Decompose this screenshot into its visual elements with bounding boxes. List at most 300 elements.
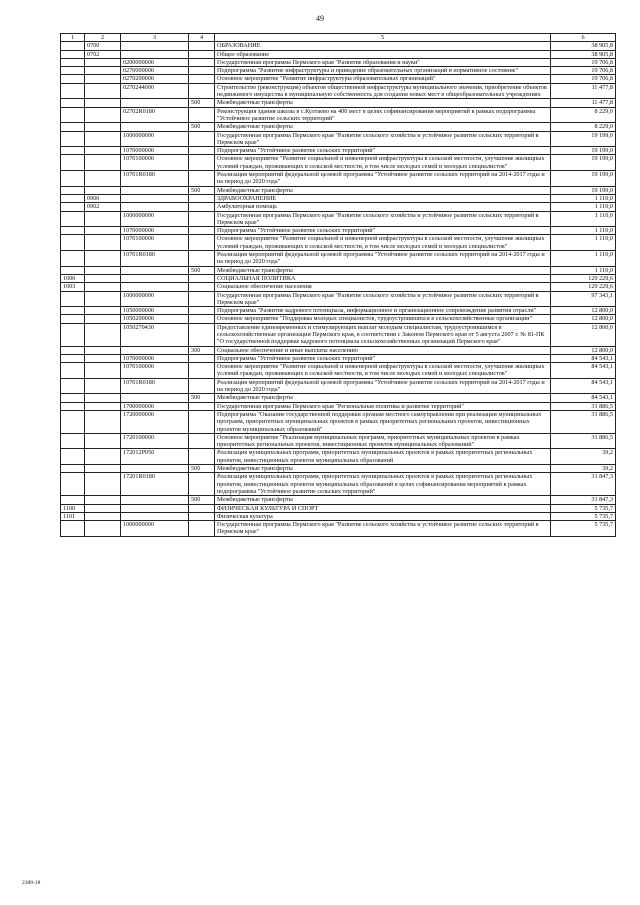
table-row	[61, 433, 616, 449]
cell-target-article: 10701R0180	[121, 378, 189, 394]
table-row	[61, 155, 616, 171]
cell-description: Подпрограмма "Оказание государственной поддержки органам местного самоуправления при реализации муниципальных программ, приоритетных муниципальных проектов в рамках приоритетных региональных проектов, инвестиционных проектов муниципальных образований"	[215, 410, 551, 433]
table-body	[61, 42, 616, 536]
cell-target-article	[121, 346, 189, 354]
cell-description: Межбюджетные трансферты	[215, 465, 551, 473]
table-row	[61, 107, 616, 123]
cell-description: Подпрограмма "Устойчивое развитие сельских территорий"	[215, 227, 551, 235]
cell-amount: 12 800,0	[551, 346, 616, 354]
cell-description: Подпрограмма "Устойчивое развитие сельских территорий"	[215, 147, 551, 155]
cell-target-article: 1070100000	[121, 235, 189, 251]
table-row	[61, 211, 616, 227]
table-row	[61, 194, 616, 202]
cell-section	[61, 42, 85, 50]
cell-amount: 31 847,3	[551, 496, 616, 504]
cell-section	[61, 147, 85, 155]
cell-target-article	[121, 203, 189, 211]
cell-amount: 8 229,0	[551, 107, 616, 123]
cell-expense-type	[189, 410, 215, 433]
cell-amount: 19 199,0	[551, 155, 616, 171]
table-row	[61, 123, 616, 131]
table-row	[61, 402, 616, 410]
cell-expense-type	[189, 107, 215, 123]
cell-subsection	[85, 323, 121, 346]
table-row	[61, 323, 616, 346]
cell-subsection	[85, 354, 121, 362]
cell-subsection	[85, 186, 121, 194]
cell-section	[61, 266, 85, 274]
cell-subsection	[85, 155, 121, 171]
table-row	[61, 496, 616, 504]
cell-subsection	[85, 235, 121, 251]
cell-description: Строительство (реконструкция) объектов общественной инфраструктуры муниципального значения, приобретение объектов недвижимого имущества в муниципальную собственность для создания новых мест в общеобразовательных учреждениях	[215, 83, 551, 99]
cell-expense-type	[189, 58, 215, 66]
cell-target-article: 172012P050	[121, 449, 189, 465]
cell-expense-type	[189, 131, 215, 147]
cell-target-article: 1070000000	[121, 227, 189, 235]
cell-section	[61, 251, 85, 267]
cell-section	[61, 75, 85, 83]
cell-amount: 31 847,3	[551, 473, 616, 496]
cell-subsection	[85, 274, 121, 282]
table-row	[61, 67, 616, 75]
cell-target-article: 1000000000	[121, 291, 189, 307]
cell-description: Государственная программа Пермского края "Развитие сельского хозяйства и устойчивое развитие сельских территорий в Пермском крае"	[215, 521, 551, 537]
cell-amount: 19 199,0	[551, 131, 616, 147]
cell-target-article: 10701R0180	[121, 171, 189, 187]
cell-amount: 1 110,0	[551, 266, 616, 274]
cell-target-article: 1720000000	[121, 410, 189, 433]
cell-amount: 11 477,8	[551, 99, 616, 107]
cell-section	[61, 227, 85, 235]
cell-amount: 19 706,8	[551, 58, 616, 66]
cell-subsection	[85, 211, 121, 227]
cell-section	[61, 67, 85, 75]
cell-subsection	[85, 402, 121, 410]
cell-amount: 31 886,5	[551, 402, 616, 410]
cell-description: Предоставление единовременных и стимулирующих выплат молодым специалистам, трудоустроившимся в сельскохозяйственные организации Пермского края, в соответствии с Законом Пермского края от 5 августа 2007 г. № 81-ПК "О государственной поддержке кадрового потенциала сельскохозяйственных организаций Пермского края"	[215, 323, 551, 346]
cell-expense-type	[189, 171, 215, 187]
cell-amount: 1 110,0	[551, 211, 616, 227]
cell-section	[61, 402, 85, 410]
cell-target-article	[121, 194, 189, 202]
cell-amount: 8 229,0	[551, 123, 616, 131]
footer-code: 2388-18	[22, 880, 41, 886]
cell-section	[61, 363, 85, 379]
table-row	[61, 315, 616, 323]
cell-subsection: 0702	[85, 50, 121, 58]
header-col-6: 6	[551, 34, 616, 42]
cell-amount: 19 706,8	[551, 75, 616, 83]
table-row	[61, 227, 616, 235]
cell-subsection	[85, 147, 121, 155]
cell-description: Подпрограмма "Устойчивое развитие сельских территорий"	[215, 354, 551, 362]
cell-subsection	[85, 291, 121, 307]
cell-amount: 84 543,1	[551, 354, 616, 362]
cell-section	[61, 346, 85, 354]
cell-section	[61, 315, 85, 323]
cell-section	[61, 211, 85, 227]
cell-section: 1003	[61, 283, 85, 291]
cell-section	[61, 496, 85, 504]
table-row	[61, 131, 616, 147]
table-row	[61, 266, 616, 274]
cell-target-article: 1070100000	[121, 363, 189, 379]
cell-section	[61, 58, 85, 66]
cell-section	[61, 123, 85, 131]
cell-subsection	[85, 266, 121, 274]
cell-expense-type	[189, 521, 215, 537]
cell-expense-type	[189, 433, 215, 449]
table-row	[61, 203, 616, 211]
cell-amount: 19 199,0	[551, 171, 616, 187]
cell-target-article: 02702R0180	[121, 107, 189, 123]
cell-target-article	[121, 266, 189, 274]
cell-subsection: 0700	[85, 42, 121, 50]
cell-subsection	[85, 394, 121, 402]
cell-target-article: 1000000000	[121, 521, 189, 537]
cell-target-article: 17201R0180	[121, 473, 189, 496]
cell-target-article	[121, 283, 189, 291]
cell-section	[61, 449, 85, 465]
table-header-row	[61, 34, 616, 42]
cell-description: Межбюджетные трансферты	[215, 394, 551, 402]
cell-expense-type	[189, 83, 215, 99]
cell-description: Государственная программа Пермского края "Развитие сельского хозяйства и устойчивое развитие сельских территорий в Пермском крае"	[215, 291, 551, 307]
cell-section: 1100	[61, 504, 85, 512]
cell-description: Межбюджетные трансферты	[215, 496, 551, 504]
cell-target-article: 1720100000	[121, 433, 189, 449]
cell-description: Амбулаторная помощь	[215, 203, 551, 211]
table-row	[61, 235, 616, 251]
cell-expense-type	[189, 50, 215, 58]
table-row	[61, 42, 616, 50]
cell-amount: 5 735,7	[551, 512, 616, 520]
cell-description: ЗДРАВООХРАНЕНИЕ	[215, 194, 551, 202]
cell-target-article: 1050270430	[121, 323, 189, 346]
cell-target-article: 1050000000	[121, 307, 189, 315]
cell-amount: 19 199,0	[551, 147, 616, 155]
cell-subsection	[85, 473, 121, 496]
cell-subsection	[85, 58, 121, 66]
cell-expense-type	[189, 378, 215, 394]
cell-section	[61, 203, 85, 211]
cell-section	[61, 433, 85, 449]
cell-amount: 12 800,0	[551, 323, 616, 346]
cell-subsection	[85, 83, 121, 99]
cell-target-article: 0270244000	[121, 83, 189, 99]
cell-expense-type	[189, 315, 215, 323]
cell-expense-type	[189, 194, 215, 202]
table-row	[61, 99, 616, 107]
cell-description: Основное мероприятие "Развитие социальной и инженерной инфраструктуры в сельской местности, улучшение жилищных условий граждан, проживающих в сельской местности, в том числе молодых семей и молодых специалистов"	[215, 363, 551, 379]
cell-subsection	[85, 363, 121, 379]
cell-description: Основное мероприятие "Развитие социальной и инженерной инфраструктуры в сельской местности, улучшение жилищных условий граждан, проживающих в сельской местности, в том числе молодых семей и молодых специалистов"	[215, 155, 551, 171]
table-row	[61, 378, 616, 394]
cell-section	[61, 107, 85, 123]
cell-target-article: 0270000000	[121, 67, 189, 75]
cell-section	[61, 194, 85, 202]
cell-description: Межбюджетные трансферты	[215, 266, 551, 274]
cell-expense-type	[189, 283, 215, 291]
cell-target-article: 1000000000	[121, 211, 189, 227]
table-row	[61, 512, 616, 520]
table-row	[61, 307, 616, 315]
cell-expense-type	[189, 147, 215, 155]
cell-amount: 1 110,0	[551, 194, 616, 202]
cell-section	[61, 378, 85, 394]
cell-expense-type: 300	[189, 346, 215, 354]
cell-amount: 31 886,5	[551, 433, 616, 449]
cell-target-article: 1070100000	[121, 155, 189, 171]
cell-section	[61, 354, 85, 362]
cell-target-article	[121, 274, 189, 282]
cell-subsection	[85, 107, 121, 123]
table-row	[61, 410, 616, 433]
cell-description: Основное мероприятие "Развитие инфраструктуры образовательных организаций"	[215, 75, 551, 83]
cell-description: Социальное обеспечение населения	[215, 283, 551, 291]
table-row	[61, 283, 616, 291]
cell-description: Межбюджетные трансферты	[215, 186, 551, 194]
cell-target-article	[121, 123, 189, 131]
cell-amount: 19 706,8	[551, 67, 616, 75]
cell-amount: 129 229,6	[551, 283, 616, 291]
cell-section	[61, 171, 85, 187]
cell-target-article: 0270200000	[121, 75, 189, 83]
cell-section: 1101	[61, 512, 85, 520]
cell-description: Государственная программа Пермского края "Региональная политика и развитие территорий"	[215, 402, 551, 410]
cell-expense-type	[189, 449, 215, 465]
cell-amount: 129 229,6	[551, 274, 616, 282]
cell-subsection	[85, 433, 121, 449]
cell-expense-type	[189, 227, 215, 235]
cell-section	[61, 131, 85, 147]
cell-description: Реализация мероприятий федеральной целевой программы "Устойчивое развитие сельских территорий на 2014-2017 годы и на период до 2020 года"	[215, 378, 551, 394]
cell-subsection	[85, 131, 121, 147]
cell-description: Основное мероприятие "Поддержка молодых специалистов, трудоустроившихся в сельскохозяйственные организации"	[215, 315, 551, 323]
table-row	[61, 291, 616, 307]
cell-subsection	[85, 449, 121, 465]
cell-section	[61, 465, 85, 473]
cell-amount: 12 800,0	[551, 307, 616, 315]
table-row	[61, 449, 616, 465]
cell-description: Реализация мероприятий федеральной целевой программы "Устойчивое развитие сельских территорий на 2014-2017 годы и на период до 2020 года"	[215, 171, 551, 187]
cell-expense-type: 500	[189, 394, 215, 402]
cell-amount: 31 886,5	[551, 410, 616, 433]
cell-amount: 5 735,7	[551, 521, 616, 537]
table-row	[61, 504, 616, 512]
cell-amount: 84 543,1	[551, 363, 616, 379]
cell-description: Реконструкция здания школы в с.Култаево на 400 мест в целях софинансирования мероприятий в рамках подпрограммы "Устойчивое развитие сельских территорий"	[215, 107, 551, 123]
cell-description: ФИЗИЧЕСКАЯ КУЛЬТУРА И СПОРТ	[215, 504, 551, 512]
table-row	[61, 473, 616, 496]
cell-description: Государственная программа Пермского края "Развитие сельского хозяйства и устойчивое развитие сельских территорий в Пермском крае"	[215, 131, 551, 147]
cell-amount: 84 543,1	[551, 394, 616, 402]
table-row	[61, 75, 616, 83]
cell-subsection	[85, 123, 121, 131]
cell-section	[61, 99, 85, 107]
cell-expense-type	[189, 235, 215, 251]
cell-amount: 38 905,8	[551, 42, 616, 50]
table-row	[61, 521, 616, 537]
cell-amount: 12 800,0	[551, 315, 616, 323]
cell-target-article	[121, 465, 189, 473]
table-row	[61, 186, 616, 194]
table-row	[61, 363, 616, 379]
cell-expense-type	[189, 504, 215, 512]
cell-description: Основное мероприятие "Развитие социальной и инженерной инфраструктуры в сельской местности, улучшение жилищных условий граждан, проживающих в сельской местности, в том числе молодых семей и молодых специалистов"	[215, 235, 551, 251]
cell-amount: 39,2	[551, 449, 616, 465]
cell-target-article	[121, 186, 189, 194]
page-number: 49	[316, 14, 324, 23]
table-row	[61, 346, 616, 354]
cell-subsection	[85, 410, 121, 433]
cell-subsection: 0902	[85, 203, 121, 211]
cell-description: Государственная программа Пермского края "Развитие сельского хозяйства и устойчивое развитие сельских территорий в Пермском крае"	[215, 211, 551, 227]
cell-amount: 38 905,8	[551, 50, 616, 58]
cell-description: Межбюджетные трансферты	[215, 123, 551, 131]
cell-description: Реализация муниципальных программ, приоритетных муниципальных проектов в рамках приоритетных региональных проектов, инвестиционных проектов муниципальных образований в целях софинансирования мероприятий в рамках подпрограммы "Устойчивое развитие сельских территорий"	[215, 473, 551, 496]
cell-expense-type	[189, 402, 215, 410]
cell-description: Реализация муниципальных программ, приоритетных муниципальных проектов в рамках приоритетных региональных проектов, инвестиционных проектов муниципальных образований	[215, 449, 551, 465]
cell-expense-type	[189, 274, 215, 282]
cell-target-article: 0200000000	[121, 58, 189, 66]
cell-target-article	[121, 504, 189, 512]
cell-subsection	[85, 67, 121, 75]
cell-section	[61, 323, 85, 346]
cell-section	[61, 83, 85, 99]
cell-description: ОБРАЗОВАНИЕ	[215, 42, 551, 50]
cell-description: Физическая культура	[215, 512, 551, 520]
cell-target-article: 1050200000	[121, 315, 189, 323]
cell-target-article	[121, 42, 189, 50]
cell-description: Государственная программа Пермского края "Развитие образования и науки"	[215, 58, 551, 66]
cell-target-article	[121, 496, 189, 504]
cell-section	[61, 521, 85, 537]
cell-description: Подпрограмма "Развитие инфраструктуры и приведение образовательных организаций в нормативное состояние"	[215, 67, 551, 75]
cell-subsection	[85, 283, 121, 291]
table-row	[61, 354, 616, 362]
cell-expense-type	[189, 155, 215, 171]
table-row	[61, 465, 616, 473]
cell-expense-type	[189, 323, 215, 346]
cell-subsection	[85, 75, 121, 83]
cell-section	[61, 394, 85, 402]
cell-description: Общее образование	[215, 50, 551, 58]
cell-expense-type: 500	[189, 186, 215, 194]
table-row	[61, 83, 616, 99]
cell-subsection	[85, 496, 121, 504]
cell-description: Реализация мероприятий федеральной целевой программы "Устойчивое развитие сельских территорий на 2014-2017 годы и на период до 2020 года"	[215, 251, 551, 267]
table-row	[61, 58, 616, 66]
cell-expense-type: 500	[189, 99, 215, 107]
cell-amount: 97 343,1	[551, 291, 616, 307]
cell-target-article	[121, 512, 189, 520]
cell-amount: 19 199,0	[551, 186, 616, 194]
cell-expense-type	[189, 354, 215, 362]
cell-expense-type	[189, 211, 215, 227]
cell-subsection	[85, 504, 121, 512]
cell-amount: 1 110,0	[551, 235, 616, 251]
cell-description: Межбюджетные трансферты	[215, 99, 551, 107]
header-col-5: 5	[215, 34, 551, 42]
header-col-4: 4	[189, 34, 215, 42]
table-row	[61, 171, 616, 187]
cell-section	[61, 473, 85, 496]
cell-section	[61, 50, 85, 58]
header-col-2: 2	[85, 34, 121, 42]
cell-subsection	[85, 251, 121, 267]
cell-subsection	[85, 465, 121, 473]
cell-subsection	[85, 227, 121, 235]
budget-table	[60, 33, 616, 537]
cell-subsection	[85, 307, 121, 315]
cell-section	[61, 235, 85, 251]
cell-expense-type: 500	[189, 496, 215, 504]
cell-subsection	[85, 99, 121, 107]
cell-expense-type: 500	[189, 266, 215, 274]
cell-expense-type: 500	[189, 465, 215, 473]
cell-expense-type	[189, 307, 215, 315]
cell-target-article	[121, 99, 189, 107]
cell-subsection	[85, 378, 121, 394]
cell-target-article	[121, 50, 189, 58]
cell-section	[61, 186, 85, 194]
table-row	[61, 50, 616, 58]
cell-target-article: 1000000000	[121, 131, 189, 147]
cell-section	[61, 307, 85, 315]
cell-amount: 1 110,0	[551, 251, 616, 267]
header-col-3: 3	[121, 34, 189, 42]
table-row	[61, 147, 616, 155]
cell-target-article	[121, 394, 189, 402]
cell-subsection: 0900	[85, 194, 121, 202]
table-row	[61, 274, 616, 282]
cell-target-article: 10701R0180	[121, 251, 189, 267]
cell-target-article: 1700000000	[121, 402, 189, 410]
cell-amount: 84 543,1	[551, 378, 616, 394]
table-row	[61, 394, 616, 402]
cell-description: Основное мероприятие "Реализация муниципальных программ, приоритетных муниципальных проектов в рамках приоритетных региональных проектов, инвестиционных проектов муниципальных образований"	[215, 433, 551, 449]
cell-expense-type	[189, 75, 215, 83]
cell-amount: 11 477,8	[551, 83, 616, 99]
cell-amount: 1 110,0	[551, 203, 616, 211]
cell-section	[61, 291, 85, 307]
cell-subsection	[85, 521, 121, 537]
table-row	[61, 251, 616, 267]
cell-section	[61, 155, 85, 171]
cell-expense-type: 500	[189, 123, 215, 131]
cell-subsection	[85, 512, 121, 520]
cell-expense-type	[189, 251, 215, 267]
cell-expense-type	[189, 291, 215, 307]
cell-expense-type	[189, 512, 215, 520]
cell-expense-type	[189, 203, 215, 211]
cell-amount: 39,2	[551, 465, 616, 473]
cell-amount: 5 735,7	[551, 504, 616, 512]
cell-expense-type	[189, 42, 215, 50]
cell-expense-type	[189, 473, 215, 496]
cell-expense-type	[189, 67, 215, 75]
cell-subsection	[85, 315, 121, 323]
header-col-1: 1	[61, 34, 85, 42]
cell-description: Социальное обеспечение и иные выплаты населению	[215, 346, 551, 354]
cell-section	[61, 410, 85, 433]
cell-subsection	[85, 171, 121, 187]
cell-amount: 1 110,0	[551, 227, 616, 235]
cell-description: СОЦИАЛЬНАЯ ПОЛИТИКА	[215, 274, 551, 282]
cell-section: 1000	[61, 274, 85, 282]
